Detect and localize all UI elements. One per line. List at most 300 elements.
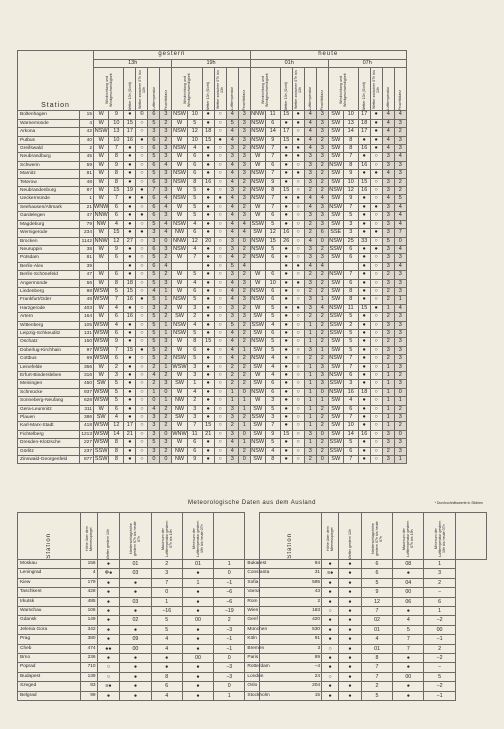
cell-wind-speed: 6 (343, 279, 358, 287)
report-sheet (17, 50, 487, 699)
cell-wind-direction: NW (172, 397, 187, 405)
cell-air-temperature: 4 (382, 111, 394, 119)
cell-humidity: 2 (316, 161, 328, 169)
station-name: Magdeburg (18, 220, 80, 228)
cell-weather-interval: ● (292, 170, 304, 178)
foreign-min-temperature: 00 (393, 672, 424, 681)
foreign-min-temperature: 00 (182, 616, 213, 625)
cell-air-temperature: 1 (226, 388, 238, 396)
cell-humidity: 0 (238, 388, 250, 396)
cell-weather-interval: ○ (292, 212, 304, 220)
cell-wind-speed: 5 (265, 405, 280, 413)
cell-humidity: 4 (394, 245, 406, 253)
cell-weather-interval: ○ (214, 414, 226, 422)
cell-weather-13h: ● (202, 447, 214, 455)
cell-weather-13h: ● (358, 372, 370, 380)
cell-weather-13h: 15 (280, 111, 292, 119)
foreign-height-label-text: Höhe über dem Meeresspiegel (326, 526, 335, 552)
cell-humidity: 3 (394, 329, 406, 337)
cell-wind-direction: WSW (94, 338, 109, 345)
cell-wind-direction: WSW (94, 422, 109, 429)
cell-weather-interval: ○ (136, 380, 148, 388)
cell-air-temperature: 2 (304, 313, 316, 321)
cell-weather-interval: ○ (214, 380, 226, 388)
cell-wind-speed: 6 (187, 161, 202, 169)
cell-humidity: 2 (160, 405, 172, 413)
cell-weather-interval: ○ (214, 237, 226, 245)
cell-air-temperature: 6 (148, 245, 160, 253)
foreign-station-name: Constanta (245, 569, 259, 578)
cell-wind-speed: 6 (187, 447, 202, 455)
cell-humidity: 2 (160, 346, 172, 354)
cell-humidity: 2 (160, 447, 172, 455)
cell-wind-speed: 14 (343, 128, 358, 136)
column-label-1-3 (226, 68, 238, 111)
cell-air-temperature: 3 (304, 430, 316, 438)
cell-wind-speed: 14 (265, 128, 280, 136)
cell-weather-13h: ● (358, 271, 370, 279)
cell-wind-speed: 7 (265, 422, 280, 430)
foreign-min-temperature: ● (182, 691, 213, 700)
cell-wind-direction: WSW (94, 397, 109, 404)
foreign-extra-value: − (424, 663, 455, 672)
hour-header-3: 07h (328, 60, 406, 68)
cell-wind-direction: NSW (329, 187, 343, 194)
station-row (18, 363, 407, 371)
cell-air-temperature: 4 (226, 178, 238, 186)
foreign-max-temperature: 5 (361, 691, 392, 700)
cell-weather-interval: ○ (370, 397, 382, 405)
foreign-precipitation: ● (339, 654, 362, 663)
foreign-station-name: Prag (18, 635, 81, 644)
cell-wind-speed: 4 (265, 363, 280, 371)
cell-wind-speed: 7 (343, 203, 358, 211)
cell-humidity: 2 (238, 338, 250, 346)
cell-wind-speed: 3 (187, 414, 202, 422)
cell-humidity: 4 (394, 262, 406, 270)
cell-wind-direction: SW (328, 136, 343, 144)
cell-weather-interval: ● (370, 203, 382, 211)
cell-weather-13h: ● (202, 296, 214, 304)
cell-wind-speed: 4 (265, 355, 280, 363)
cell-weather-interval: ○ (370, 178, 382, 186)
cell-humidity: 3 (238, 296, 250, 304)
cell-humidity: 3 (238, 161, 250, 169)
cell-air-temperature: 4 (304, 128, 316, 136)
cell-air-temperature: 2 (304, 355, 316, 363)
cell-humidity: 3 (394, 355, 406, 363)
cell-air-temperature: 2 (304, 220, 316, 228)
cell-wind-direction: SW (328, 212, 343, 220)
cell-weather-interval: ○ (370, 287, 382, 295)
foreign-max-temperature: 5 (361, 578, 392, 587)
cell-humidity: 2 (316, 136, 328, 144)
foreign-max-temperature: 8 (361, 654, 392, 663)
cell-weather-interval: ○ (292, 447, 304, 455)
cell-wind-speed: 6 (265, 388, 280, 396)
foreign-min-temperature: ● (393, 691, 424, 700)
column-label-text: Wetter zwischen 07h bis 13h (372, 70, 381, 110)
cell-wind-direction: NSW (173, 145, 186, 152)
cell-weather-interval: ○ (214, 271, 226, 279)
foreign-station-label-right (259, 513, 322, 560)
foreign-max-temperature: 9 (361, 588, 392, 597)
cell-weather-interval: ● (136, 296, 148, 304)
foreign-station-height: 24 (259, 672, 322, 681)
cell-weather-13h: 16 (280, 229, 292, 237)
cell-weather-interval: ○ (136, 447, 148, 455)
cell-weather-13h: ● (202, 363, 214, 371)
cell-humidity: 3 (316, 372, 328, 380)
station-column-label: Station (41, 102, 70, 109)
cell-air-temperature: 1 (304, 439, 316, 447)
foreign-station-height: 83 (80, 682, 97, 691)
cell-weather-13h: ● (358, 287, 370, 295)
cell-wind-speed: 5 (109, 380, 124, 388)
cell-wind-speed: 6 (109, 405, 124, 413)
cell-air-temperature: 3 (226, 245, 238, 253)
cell-weather-interval: ○ (370, 262, 382, 270)
cell-weather-interval: ○ (214, 321, 226, 329)
cell-wind-speed: 7 (187, 422, 202, 430)
cell-wind-speed: 3 (265, 397, 280, 405)
cell-weather-interval: ○ (370, 271, 382, 279)
station-row (18, 456, 407, 464)
cell-wind-direction (172, 262, 187, 270)
cell-wind-speed: 8 (343, 296, 358, 304)
station-height: 47 (80, 271, 94, 279)
cell-weather-13h: ● (280, 447, 292, 455)
cell-weather-interval: ○ (292, 296, 304, 304)
cell-wind-direction: SW (250, 229, 265, 237)
foreign-row (18, 644, 487, 653)
cell-humidity: 7 (394, 229, 406, 237)
cell-humidity: 2 (316, 287, 328, 295)
station-height: 21 (80, 203, 94, 211)
cell-weather-13h: 15 (124, 287, 136, 295)
cell-wind-direction: W (172, 287, 187, 295)
foreign-weather: ● (322, 654, 339, 663)
cell-humidity: 2 (160, 372, 172, 380)
cell-weather-interval: ○ (136, 397, 148, 405)
cell-air-temperature: 4 (226, 439, 238, 447)
cell-wind-speed: 4 (343, 397, 358, 405)
foreign-max-temperature: 1 (151, 597, 182, 606)
station-name: Fichtelberg (18, 430, 80, 438)
foreign-column-label-text: Wetter gestern 13h (106, 528, 111, 559)
cell-weather-13h: 21 (124, 430, 136, 438)
cell-wind-speed: 6 (187, 439, 202, 447)
cell-wind-speed: 12 (265, 229, 280, 237)
cell-air-temperature: 3 (382, 346, 394, 354)
cell-weather-13h: ● (202, 397, 214, 405)
foreign-station-name: Bremen (245, 644, 259, 653)
cell-air-temperature: 2 (304, 229, 316, 237)
cell-wind-direction: W (172, 161, 187, 169)
station-name: Arkona (18, 128, 80, 136)
cell-wind-direction: WSW (94, 321, 109, 328)
station-row (18, 321, 407, 329)
cell-weather-13h: ● (280, 355, 292, 363)
cell-weather-13h: ● (280, 203, 292, 211)
wind-column-label-2 (250, 68, 280, 111)
cell-wind-speed: 8 (109, 456, 124, 464)
cell-weather-interval: ○ (136, 178, 148, 186)
cell-wind-direction: W (94, 195, 109, 203)
cell-air-temperature: 2 (226, 422, 238, 430)
cell-weather-13h: ● (124, 329, 136, 337)
cell-wind-speed: 5 (109, 397, 124, 405)
cell-weather-13h: 20 (202, 237, 214, 245)
foreign-extra-value: −2 (424, 616, 455, 625)
cell-humidity: 3 (160, 170, 172, 178)
foreign-station-name: Gdansk (18, 616, 81, 625)
foreign-weather: ○ (322, 672, 339, 681)
cell-wind-speed: 8 (109, 153, 124, 161)
cell-weather-interval: ○ (214, 296, 226, 304)
cell-air-temperature: 1 (304, 422, 316, 430)
cell-wind-speed: 6 (265, 254, 280, 262)
station-height: 81 (80, 170, 94, 178)
cell-wind-speed: 5 (187, 296, 202, 304)
column-label-text: Feuchtbilanz (398, 90, 403, 111)
foreign-extra-value: 1 (214, 691, 245, 700)
cell-weather-13h: 16 (124, 296, 136, 304)
station-height: 105 (80, 321, 94, 329)
cell-wind-direction: W (172, 187, 187, 195)
foreign-precipitation: ● (339, 663, 362, 672)
cell-wind-speed: 9 (109, 161, 124, 169)
cell-weather-13h: ● (202, 456, 214, 464)
cell-humidity: 0 (238, 237, 250, 245)
cell-humidity: 1 (394, 397, 406, 405)
foreign-min-temperature: 06 (393, 597, 424, 606)
foreign-max-temperature: 4 (151, 644, 182, 653)
cell-weather-interval: ○ (214, 153, 226, 161)
cell-humidity: 2 (316, 245, 328, 253)
foreign-precipitation: ● (120, 691, 151, 700)
foreign-extra-value: −6 (214, 597, 245, 606)
cell-weather-13h: ● (202, 119, 214, 127)
cell-weather-interval: ○ (370, 279, 382, 287)
cell-humidity: 2 (238, 380, 250, 388)
cell-humidity: 2 (238, 178, 250, 186)
cell-wind-direction: NSW (251, 338, 265, 345)
cell-weather-interval: ○ (370, 329, 382, 337)
foreign-min-temperature: 4 (393, 616, 424, 625)
cell-weather-13h: 18 (358, 119, 370, 127)
cell-weather-13h: ● (280, 456, 292, 464)
cell-air-temperature: 5 (148, 296, 160, 304)
cell-wind-direction: NSW (251, 119, 265, 126)
cell-wind-direction: W (172, 212, 187, 220)
cell-weather-interval: ● (370, 245, 382, 253)
cell-weather-13h: ● (280, 245, 292, 253)
foreign-header-row (18, 513, 487, 560)
cell-humidity: 0 (160, 430, 172, 438)
foreign-row (18, 607, 487, 616)
cell-air-temperature: 3 (382, 439, 394, 447)
cell-air-temperature: 4 (304, 111, 316, 119)
cell-air-temperature: 4 (304, 145, 316, 153)
cell-humidity: 1 (160, 296, 172, 304)
station-name: Lindenberg (18, 287, 80, 295)
foreign-precipitation: ● (339, 625, 362, 634)
cell-wind-speed: 12 (109, 422, 124, 430)
cell-wind-speed: 10 (109, 119, 124, 127)
cell-air-temperature: 1 (304, 329, 316, 337)
cell-wind-speed: 5 (109, 287, 124, 295)
cell-weather-interval: ○ (214, 372, 226, 380)
column-label-text: Lufttemperatur (386, 87, 391, 111)
cell-air-temperature: 4 (382, 170, 394, 178)
cell-humidity: 0 (160, 456, 172, 464)
station-height: 131 (80, 329, 94, 337)
cell-wind-speed: 9 (109, 245, 124, 253)
cell-weather-13h: ● (124, 220, 136, 228)
foreign-weather: ● (97, 607, 120, 616)
foreign-extra-value: − (424, 588, 455, 597)
cell-humidity: 3 (394, 380, 406, 388)
cell-humidity: 3 (238, 136, 250, 144)
cell-wind-direction: SW (328, 422, 343, 430)
cell-air-temperature: 4 (226, 346, 238, 354)
cell-weather-13h: ● (124, 388, 136, 396)
cell-humidity: 0 (316, 456, 328, 464)
cell-humidity: 3 (238, 119, 250, 127)
cell-humidity: 3 (394, 414, 406, 422)
station-name: Boltenhagen (18, 111, 80, 119)
cell-wind-speed: 5 (187, 355, 202, 363)
cell-wind-speed: 16 (343, 388, 358, 396)
cell-wind-speed: 6 (187, 346, 202, 354)
cell-weather-13h: ● (202, 321, 214, 329)
foreign-column-label-right-2 (393, 513, 424, 560)
cell-wind-direction: W (94, 405, 109, 413)
cell-air-temperature: 3 (304, 153, 316, 161)
cell-humidity: 1 (316, 346, 328, 354)
cell-wind-speed: 8 (109, 447, 124, 455)
cell-air-temperature: 4 (226, 111, 238, 119)
foreign-row (18, 691, 487, 700)
cell-weather-13h: ● (280, 170, 292, 178)
column-label-text: Lufttemperatur (151, 87, 156, 111)
station-height: 237 (80, 447, 94, 455)
cell-weather-13h: ● (280, 262, 292, 270)
cell-humidity: 2 (316, 355, 328, 363)
station-name: Doberlug-Kirchhain (18, 346, 80, 354)
cell-wind-direction: W (172, 119, 187, 127)
cell-wind-direction: W (94, 136, 109, 144)
cell-air-temperature: 5 (148, 170, 160, 178)
foreign-max-temperature: 02 (361, 616, 392, 625)
foreign-station-name: Belgrad (18, 691, 81, 700)
cell-wind-direction: NSW (173, 178, 186, 185)
cell-wind-speed: 10 (343, 178, 358, 186)
cell-wind-speed: 3 (343, 380, 358, 388)
foreign-station-label-left (18, 513, 81, 560)
cell-wind-speed: 7 (265, 195, 280, 203)
cell-air-temperature: 1 (382, 405, 394, 413)
cell-humidity: 3 (160, 153, 172, 161)
cell-air-temperature: 1 (304, 380, 316, 388)
cell-air-temperature: 3 (226, 153, 238, 161)
foreign-column-label-left-0 (97, 513, 120, 560)
cell-weather-13h: 16 (124, 136, 136, 144)
foreign-column-label-text: Minimum der Lufttemperatur gestern 19h bis heute 07h (433, 520, 446, 558)
cell-wind-direction: NW (172, 456, 187, 464)
cell-wind-direction: SW (328, 119, 343, 127)
cell-weather-interval: ○ (370, 313, 382, 321)
cell-humidity: 2 (160, 136, 172, 144)
cell-weather-13h: ● (358, 296, 370, 304)
foreign-max-temperature: −16 (151, 607, 182, 616)
station-name: Angermünde (18, 279, 80, 287)
cell-wind-direction: SSW (251, 220, 264, 227)
cell-weather-interval: ○ (370, 237, 382, 245)
station-name: Görlitz (18, 447, 80, 455)
cell-wind-direction: SW (328, 456, 343, 464)
cell-weather-interval: ○ (370, 220, 382, 228)
foreign-weather: ≡● (97, 682, 120, 691)
cell-weather-interval: ○ (370, 372, 382, 380)
column-label-2-4 (316, 68, 328, 111)
foreign-max-temperature: 12 (361, 597, 392, 606)
foreign-height-label-left (80, 513, 97, 560)
cell-wind-speed: 4 (109, 304, 124, 312)
cell-air-temperature: 3 (226, 271, 238, 279)
cell-wind-speed: 9 (109, 338, 124, 346)
station-row (18, 380, 407, 388)
cell-air-temperature: 4 (304, 203, 316, 211)
cell-wind-direction: SW (328, 195, 343, 203)
cell-humidity: 2 (316, 187, 328, 195)
foreign-station-name: Rom (245, 597, 259, 606)
cell-wind-direction: SW (328, 363, 343, 371)
cell-weather-13h: 15 (280, 430, 292, 438)
cell-weather-interval: ○ (292, 414, 304, 422)
cell-wind-speed: 13 (343, 119, 358, 127)
cell-weather-interval: ○ (136, 271, 148, 279)
station-name: Potsdam (18, 254, 80, 262)
cell-weather-13h: ● (358, 203, 370, 211)
cell-humidity: 4 (394, 220, 406, 228)
cell-weather-13h: ● (280, 296, 292, 304)
cell-weather-interval: ● (370, 229, 382, 237)
cell-humidity: 3 (238, 279, 250, 287)
station-row (18, 145, 407, 153)
cell-wind-speed (343, 262, 358, 270)
column-label-3-2 (370, 68, 382, 111)
foreign-station-name: Irkutsk (18, 597, 81, 606)
cell-humidity: 3 (160, 338, 172, 346)
cell-wind-speed: 8 (343, 136, 358, 144)
cell-weather-interval: ○ (136, 170, 148, 178)
cell-weather-interval: ○ (136, 287, 148, 295)
cell-humidity: 2 (394, 187, 406, 195)
cell-wind-direction: W (94, 178, 109, 186)
station-row (18, 220, 407, 228)
cell-wind-direction: NSW (173, 128, 186, 135)
cell-weather-interval: ○ (292, 254, 304, 262)
cell-humidity: 1 (238, 439, 250, 447)
foreign-extra-value: 0 (214, 569, 245, 578)
foreign-column-label-right-1 (361, 513, 392, 560)
cell-humidity: 2 (394, 178, 406, 186)
cell-weather-interval: ○ (214, 187, 226, 195)
foreign-column-label-text: Niederschlagshöhe gestern 07h bis heute 07h (371, 521, 384, 557)
cell-air-temperature: 4 (226, 128, 238, 136)
